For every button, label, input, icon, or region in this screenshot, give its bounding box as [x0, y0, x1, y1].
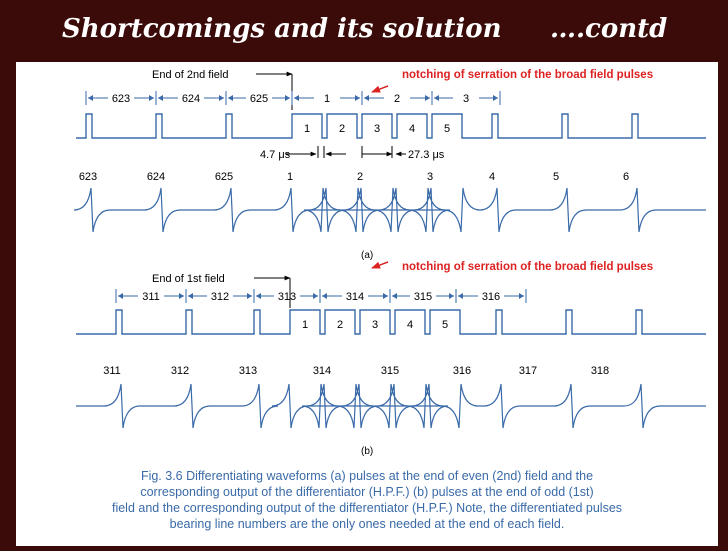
pulse-width-label-2: 27.3 μs: [408, 149, 445, 161]
caption-line-4: bearing line numbers are the only ones needed at the end of each field.: [169, 517, 565, 531]
annotation-text-a: notching of serration of the broad field pulses: [402, 69, 654, 81]
contd-label: ….contd: [550, 14, 668, 44]
output-number-a: 1: [286, 171, 294, 183]
output-number-a: 3: [426, 171, 434, 183]
pulse-number-a: 3: [373, 123, 381, 135]
pulse-number-labels-b: [302, 319, 448, 331]
output-number-b: 313: [238, 365, 258, 377]
end-of-field-label-a: End of 2nd field: [152, 69, 229, 81]
pulse-number-b: 2: [336, 319, 344, 331]
sub-label-a: (a): [361, 250, 374, 261]
output-number-b: 312: [170, 365, 190, 377]
width-dimensions-a: [260, 146, 445, 161]
pulse-number-a: 4: [408, 123, 416, 135]
annotation-arrow-a: [372, 86, 388, 92]
annotation-text-b: notching of serration of the broad field pulses: [402, 261, 654, 273]
caption-line-2: corresponding output of the differentiator (H.P.F.) (b) pulses at the end of odd (1st): [140, 485, 594, 499]
span-b-label: 315: [413, 291, 433, 303]
pulse-number-a: 1: [303, 123, 311, 135]
differentiator-output-b: [76, 384, 706, 428]
annotation-arrow-b: [372, 262, 388, 268]
output-number-b: 311: [103, 365, 121, 377]
span-a-label: 623: [111, 93, 131, 105]
output-number-b: 316: [452, 365, 472, 377]
pulse-train-a: [76, 114, 706, 138]
pulse-number-a: 5: [443, 123, 451, 135]
pulse-train-b: [76, 310, 706, 334]
output-number-labels-b: [103, 365, 609, 377]
line-span-labels-b: [142, 291, 500, 303]
output-number-a: 623: [78, 171, 98, 183]
pulse-number-b: 5: [441, 319, 449, 331]
pulse-width-label-1: 4.7 μs: [260, 149, 291, 161]
diagram-a: [74, 69, 706, 261]
span-b-label: 312: [210, 291, 230, 303]
output-number-a: 2: [356, 171, 364, 183]
output-number-labels-a: [79, 171, 629, 183]
span-b-label: 314: [345, 291, 365, 303]
span-b-label: 316: [481, 291, 501, 303]
output-number-b: 314: [312, 365, 332, 377]
span-a-label: 624: [181, 93, 201, 105]
span-a-label: 625: [249, 93, 269, 105]
output-number-a: 5: [552, 171, 560, 183]
slide-title: Shortcomings and its solution: [62, 14, 502, 44]
sub-label-b: (b): [361, 446, 374, 457]
pulse-number-a: 2: [338, 123, 346, 135]
line-spans-b: [116, 289, 526, 303]
output-number-a: 6: [622, 171, 630, 183]
output-number-b: 318: [590, 365, 610, 377]
output-number-b: 315: [380, 365, 400, 377]
pulse-number-b: 1: [301, 319, 309, 331]
pulse-number-b: 3: [371, 319, 379, 331]
caption-line-3: field and the corresponding output of the differentiator (H.P.F.) Note, the differentiated pulses: [111, 501, 623, 515]
line-span-labels-a: [112, 93, 469, 105]
line-spans-a: [86, 91, 500, 105]
output-number-a: 4: [488, 171, 496, 183]
output-number-a: 625: [214, 171, 234, 183]
span-a-label: 3: [462, 93, 470, 105]
pulse-number-b: 4: [406, 319, 414, 331]
figure-caption: [16, 468, 718, 532]
output-number-a: 624: [146, 171, 166, 183]
span-a-label: 2: [393, 93, 401, 105]
pulse-number-labels-a: [304, 123, 450, 135]
diagram-b: [76, 261, 706, 457]
span-a-label: 1: [323, 93, 331, 105]
caption-line-1: Fig. 3.6 Differentiating waveforms (a) pulses at the end of even (2nd) field and the: [140, 469, 594, 483]
differentiator-output-a: [74, 188, 706, 232]
span-b-label: 313: [277, 291, 297, 303]
output-number-b: 317: [518, 365, 538, 377]
end-of-field-label-b: End of 1st field: [152, 273, 225, 285]
span-b-label: 311: [142, 291, 160, 303]
